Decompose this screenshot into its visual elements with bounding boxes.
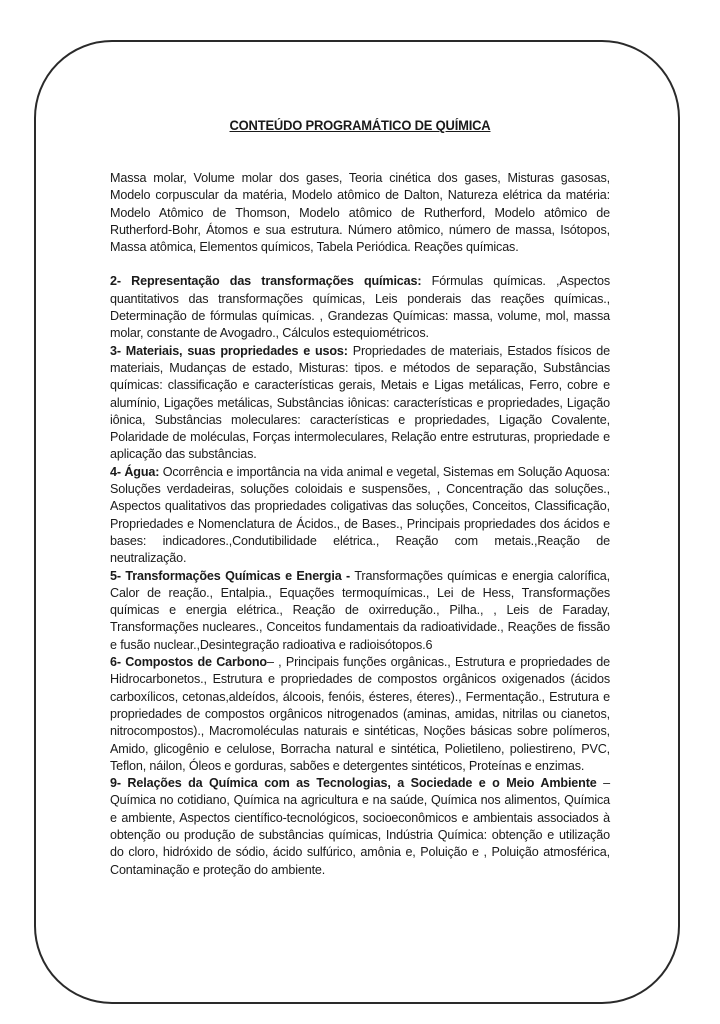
section-6-heading: 6- Compostos de Carbono <box>110 655 267 670</box>
document-title: CONTEÚDO PROGRAMÁTICO DE QUÍMICA <box>229 118 491 133</box>
section-5-body: Transformações químicas e energia calorífica, Calor de reação., Entalpia., Equações termoquímicas., Lei de Hess, Transformações químicas e energia elétrica., Reação de oxirredução., Pilha., , Leis de Faraday, Transformações nucleares., Conceitos fundamentais da radioatividade., Reações de fissão e fusão nuclear.,Desintegração radioativa e radioisótopos.6 <box>110 568 610 652</box>
section-4 <box>110 464 610 568</box>
paragraph-gap <box>110 256 610 273</box>
section-3 <box>110 343 610 464</box>
section-3-body: Propriedades de materiais, Estados físicos de materiais, Mudanças de estado, Misturas: tipos. e métodos de separação, Substâncias químicas: classificação e características gerais, Metais e Ligas metálicas, Ferro, cobre e alumínio, Ligações metálicas, Substâncias iônicas: características e propriedades, Ligação iônica, Substâncias moleculares: características e propriedades, Ligação Covalente, Polaridade de moléculas, Forças intermoleculares, Relação entre estruturas, propriedade e aplicação das substâncias. <box>110 343 610 462</box>
section-9-heading: 9- Relações da Química com as Tecnologias, a Sociedade e o Meio Ambiente <box>110 776 597 791</box>
section-2 <box>110 273 610 342</box>
section-5 <box>110 568 610 654</box>
section-2-body: Fórmulas químicas. ,Aspectos quantitativos das transformações químicas, Leis ponderais das reações químicas., Determinação de fórmulas químicas. , Grandezas Químicas: massa, volume, mol, massa molar, constante de Avogadro., Cálculos estequiométricos. <box>110 274 610 341</box>
section-4-body: Ocorrência e importância na vida animal e vegetal, Sistemas em Solução Aquosa: Soluções verdadeiras, soluções coloidais e suspensões, , Concentração das soluções., Aspectos qualitativos das propriedades coligativas das soluções, Conceitos, Classificação, Propriedades e Nomenclatura de Ácidos., de Bases., Principais propriedades dos ácidos e bases: indicadores.,Condutibilidade elétrica., Reação com metais.,Reação de neutralização. <box>110 464 610 566</box>
section-3-heading: 3- Materiais, suas propriedades e usos: <box>110 343 348 358</box>
section-6-body: – , Principais funções orgânicas., Estrutura e propriedades de Hidrocarbonetos., Estrutura e propriedades de compostos orgânicos oxigenados (ácidos carboxílicos, cetonas,aldeídos, álcoois, fenóis, ésteres, éteres)., Fermentação., Estrutura e propriedades de compostos orgânicos nitrogenados (aminas, amidas, nitrilas ou cianetos, nitrocompostos)., Macromoléculas naturais e sintéticas, Noções básicas sobre polímeros, Amido, glicogênio e celulose, Borracha natural e sintética, Polietileno, poliestireno, PVC, Teflon, náilon, Óleos e gorduras, sabões e detergentes sintéticos, Proteínas e enzimas. <box>110 655 610 773</box>
section-2-heading: 2- Representação das transformações químicas: <box>110 274 422 289</box>
intro-paragraph: Massa molar, Volume molar dos gases, Teoria cinética dos gases, Misturas gasosas, Modelo corpuscular da matéria, Modelo atômico de Dalton, Natureza elétrica da matéria: Modelo Atômico de Thomson, Modelo atômico de Rutherford, Modelo atômico de Rutherford-Bohr, Átomos e sua estrutura. Número atômico, número de massa, Isótopos, Massa atômica, Elementos químicos, Tabela Periódica. Reações químicas. <box>110 171 610 255</box>
document-body <box>110 118 610 879</box>
section-9 <box>110 775 610 879</box>
section-9-body: – Química no cotidiano, Química na agricultura e na saúde, Química nos alimentos, Química e ambiente, Aspectos científico-tecnológicos, socioeconômicos e ambientais associados à obtenção ou produção de substâncias químicas, Indústria Química: obtenção e utilização do cloro, hidróxido de sódio, ácido sulfúrico, amônia e, Poluição e , Poluição atmosférica, Contaminação e proteção do ambiente. <box>110 776 611 877</box>
section-5-heading: 5- Transformações Químicas e Energia - <box>110 568 351 583</box>
section-6 <box>110 654 610 775</box>
section-4-heading: 4- Água: <box>110 464 160 479</box>
